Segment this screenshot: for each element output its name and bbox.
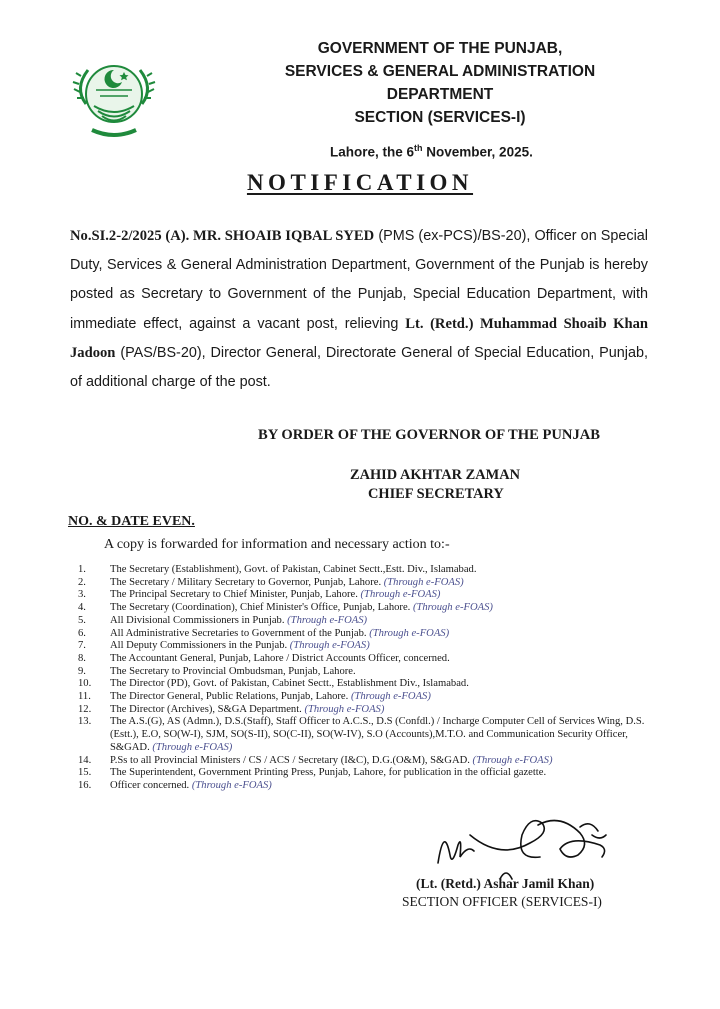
reference-number: No.SI.2-2/2025 (A). MR. SHOAIB IQBAL SYED	[70, 228, 375, 244]
distribution-item-number: 1.	[78, 564, 86, 575]
distribution-item-text: The Secretary to Provincial Ombudsman, Punjab, Lahore.	[110, 665, 356, 677]
handwritten-signature	[430, 805, 620, 885]
distribution-item-text: All Administrative Secretaries to Government of the Punjab.	[110, 627, 370, 639]
distribution-list	[78, 564, 668, 793]
header-department-line2: DEPARTMENT	[386, 86, 494, 103]
distribution-item-note: (Through e-FOAS)	[472, 754, 553, 766]
copy-forward-line: A copy is forwarded for information and necessary action to:-	[104, 537, 450, 552]
section-officer-designation: SECTION OFFICER (SERVICES-I)	[402, 894, 602, 909]
distribution-item-text: The A.S.(G), AS (Admn.), D.S.(Staff), Staff Officer to A.C.S., D.S (Confdl.) / Incharge Computer Cell of Services Wing, D.S.(Estt.), E.O, SO(W-I), SJM, SO(S-II), SO(C-II), SO(W-IV), S.O (Accounts),M.T.O. and Communication Security Officer, S&GAD.	[110, 716, 645, 753]
distribution-item-text: All Divisional Commissioners in Punjab.	[110, 614, 288, 626]
distribution-item	[78, 666, 668, 679]
distribution-item	[78, 755, 668, 768]
distribution-item-note: (Through e-FOAS)	[289, 640, 370, 652]
order-line: BY ORDER OF THE GOVERNOR OF THE PUNJAB	[258, 427, 601, 443]
distribution-item	[78, 589, 668, 602]
relieved-officer-name: Lt. (Retd.) Muhammad Shoaib Khan Jadoon	[70, 315, 649, 361]
distribution-item	[78, 704, 668, 717]
distribution-item-number: 12.	[78, 703, 92, 715]
distribution-item-note: (Through e-FOAS)	[191, 779, 272, 791]
distribution-item-note: (Through e-FOAS)	[350, 691, 431, 703]
distribution-item	[78, 716, 668, 754]
signatory-name: ZAHID AKHTAR ZAMAN	[350, 467, 521, 483]
distribution-item-text: The Secretary (Coordination), Chief Minister's Office, Punjab, Lahore.	[110, 602, 413, 614]
distribution-item-note: (Through e-FOAS)	[412, 602, 493, 614]
distribution-item-text: The Secretary / Military Secretary to Governor, Punjab, Lahore.	[110, 576, 384, 588]
distribution-item	[78, 640, 668, 653]
distribution-item-note: (Through e-FOAS)	[304, 703, 385, 715]
header-section: SECTION (SERVICES-I)	[354, 109, 526, 126]
distribution-item-number: 9.	[78, 665, 86, 677]
distribution-item-number: 5.	[78, 614, 86, 626]
distribution-item-note: (Through e-FOAS)	[369, 627, 450, 639]
distribution-item-text: The Principal Secretary to Chief Minister, Punjab, Lahore.	[110, 589, 361, 601]
distribution-item	[78, 767, 668, 780]
distribution-item-number: 7.	[78, 640, 86, 652]
distribution-item	[78, 628, 668, 641]
distribution-item-text: Officer concerned.	[110, 779, 192, 791]
distribution-item-number: 6.	[78, 627, 86, 639]
section-officer-name: (Lt. (Retd.) Ashar Jamil Khan)	[416, 876, 595, 891]
header-government: GOVERNMENT OF THE PUNJAB,	[317, 40, 563, 57]
distribution-item-note: (Through e-FOAS)	[287, 614, 368, 626]
distribution-item	[78, 653, 668, 666]
distribution-item-text: P.Ss to all Provincial Ministers / CS / ACS / Secretary (I&C), D.G.(O&M), S&GAD.	[110, 754, 473, 766]
distribution-item	[78, 615, 668, 628]
notification-title: NOTIFICATION	[246, 170, 474, 195]
distribution-item-text: The Director (Archives), S&GA Department.	[110, 703, 305, 715]
distribution-item-number: 3.	[78, 589, 86, 601]
distribution-item-number: 4.	[78, 602, 86, 614]
distribution-item	[78, 691, 668, 704]
distribution-item-number: 14.	[78, 754, 92, 766]
punjab-government-logo	[66, 48, 162, 144]
distribution-item-number: 8.	[78, 652, 86, 664]
distribution-item-text: All Deputy Commissioners in the Punjab.	[110, 640, 290, 652]
distribution-item	[78, 602, 668, 615]
distribution-item-text: The Director General, Public Relations, Punjab, Lahore.	[110, 691, 351, 703]
distribution-item	[78, 678, 668, 691]
distribution-item	[78, 780, 668, 793]
distribution-item-text: The Accountant General, Punjab, Lahore / District Accounts Officer, concerned.	[110, 652, 450, 664]
distribution-item-number: 11.	[78, 691, 91, 703]
distribution-item-note: (Through e-FOAS)	[383, 576, 464, 588]
signatory-designation: CHIEF SECRETARY	[368, 486, 504, 502]
distribution-item-number: 2.	[78, 576, 86, 588]
distribution-item-number: 15.	[78, 767, 92, 779]
distribution-item-note: (Through e-FOAS)	[152, 741, 233, 753]
distribution-item	[78, 577, 668, 590]
distribution-item	[78, 564, 668, 577]
distribution-item-number: 10.	[78, 678, 92, 690]
distribution-item-text: The Superintendent, Government Printing Press, Punjab, Lahore, for publication in the official gazette.	[110, 767, 547, 779]
no-date-even: NO. & DATE EVEN.	[68, 514, 195, 529]
distribution-item-text: The Secretary (Establishment), Govt. of Pakistan, Cabinet Sectt.,Estt. Div., Islamabad.	[110, 564, 477, 575]
distribution-item-text: The Director (PD), Govt. of Pakistan, Cabinet Sectt., Establishment Div., Islamabad.	[110, 678, 469, 690]
notification-date: Lahore, the 6th November, 2025.	[330, 143, 533, 160]
header-department-line1: SERVICES & GENERAL ADMINISTRATION	[284, 63, 596, 80]
notification-body: No.SI.2-2/2025 (A). MR. SHOAIB IQBAL SYED (PMS (ex-PCS)/BS-20), Officer on Special Duty, Services & General Administration Department, Government of the Punjab is hereby posted as Secretary to Government of the Punjab, Special Education Department, with immediate effect, against a vacant post, relieving Lt. (Retd.) Muhammad Shoaib Khan Jadoon (PAS/BS-20), Director General, Directorate General of Special Education, Punjab, of additional charge of the post.	[70, 228, 649, 391]
distribution-item-number: 16.	[78, 779, 92, 791]
distribution-item-note: (Through e-FOAS)	[360, 589, 441, 601]
distribution-item-number: 13.	[78, 716, 92, 728]
